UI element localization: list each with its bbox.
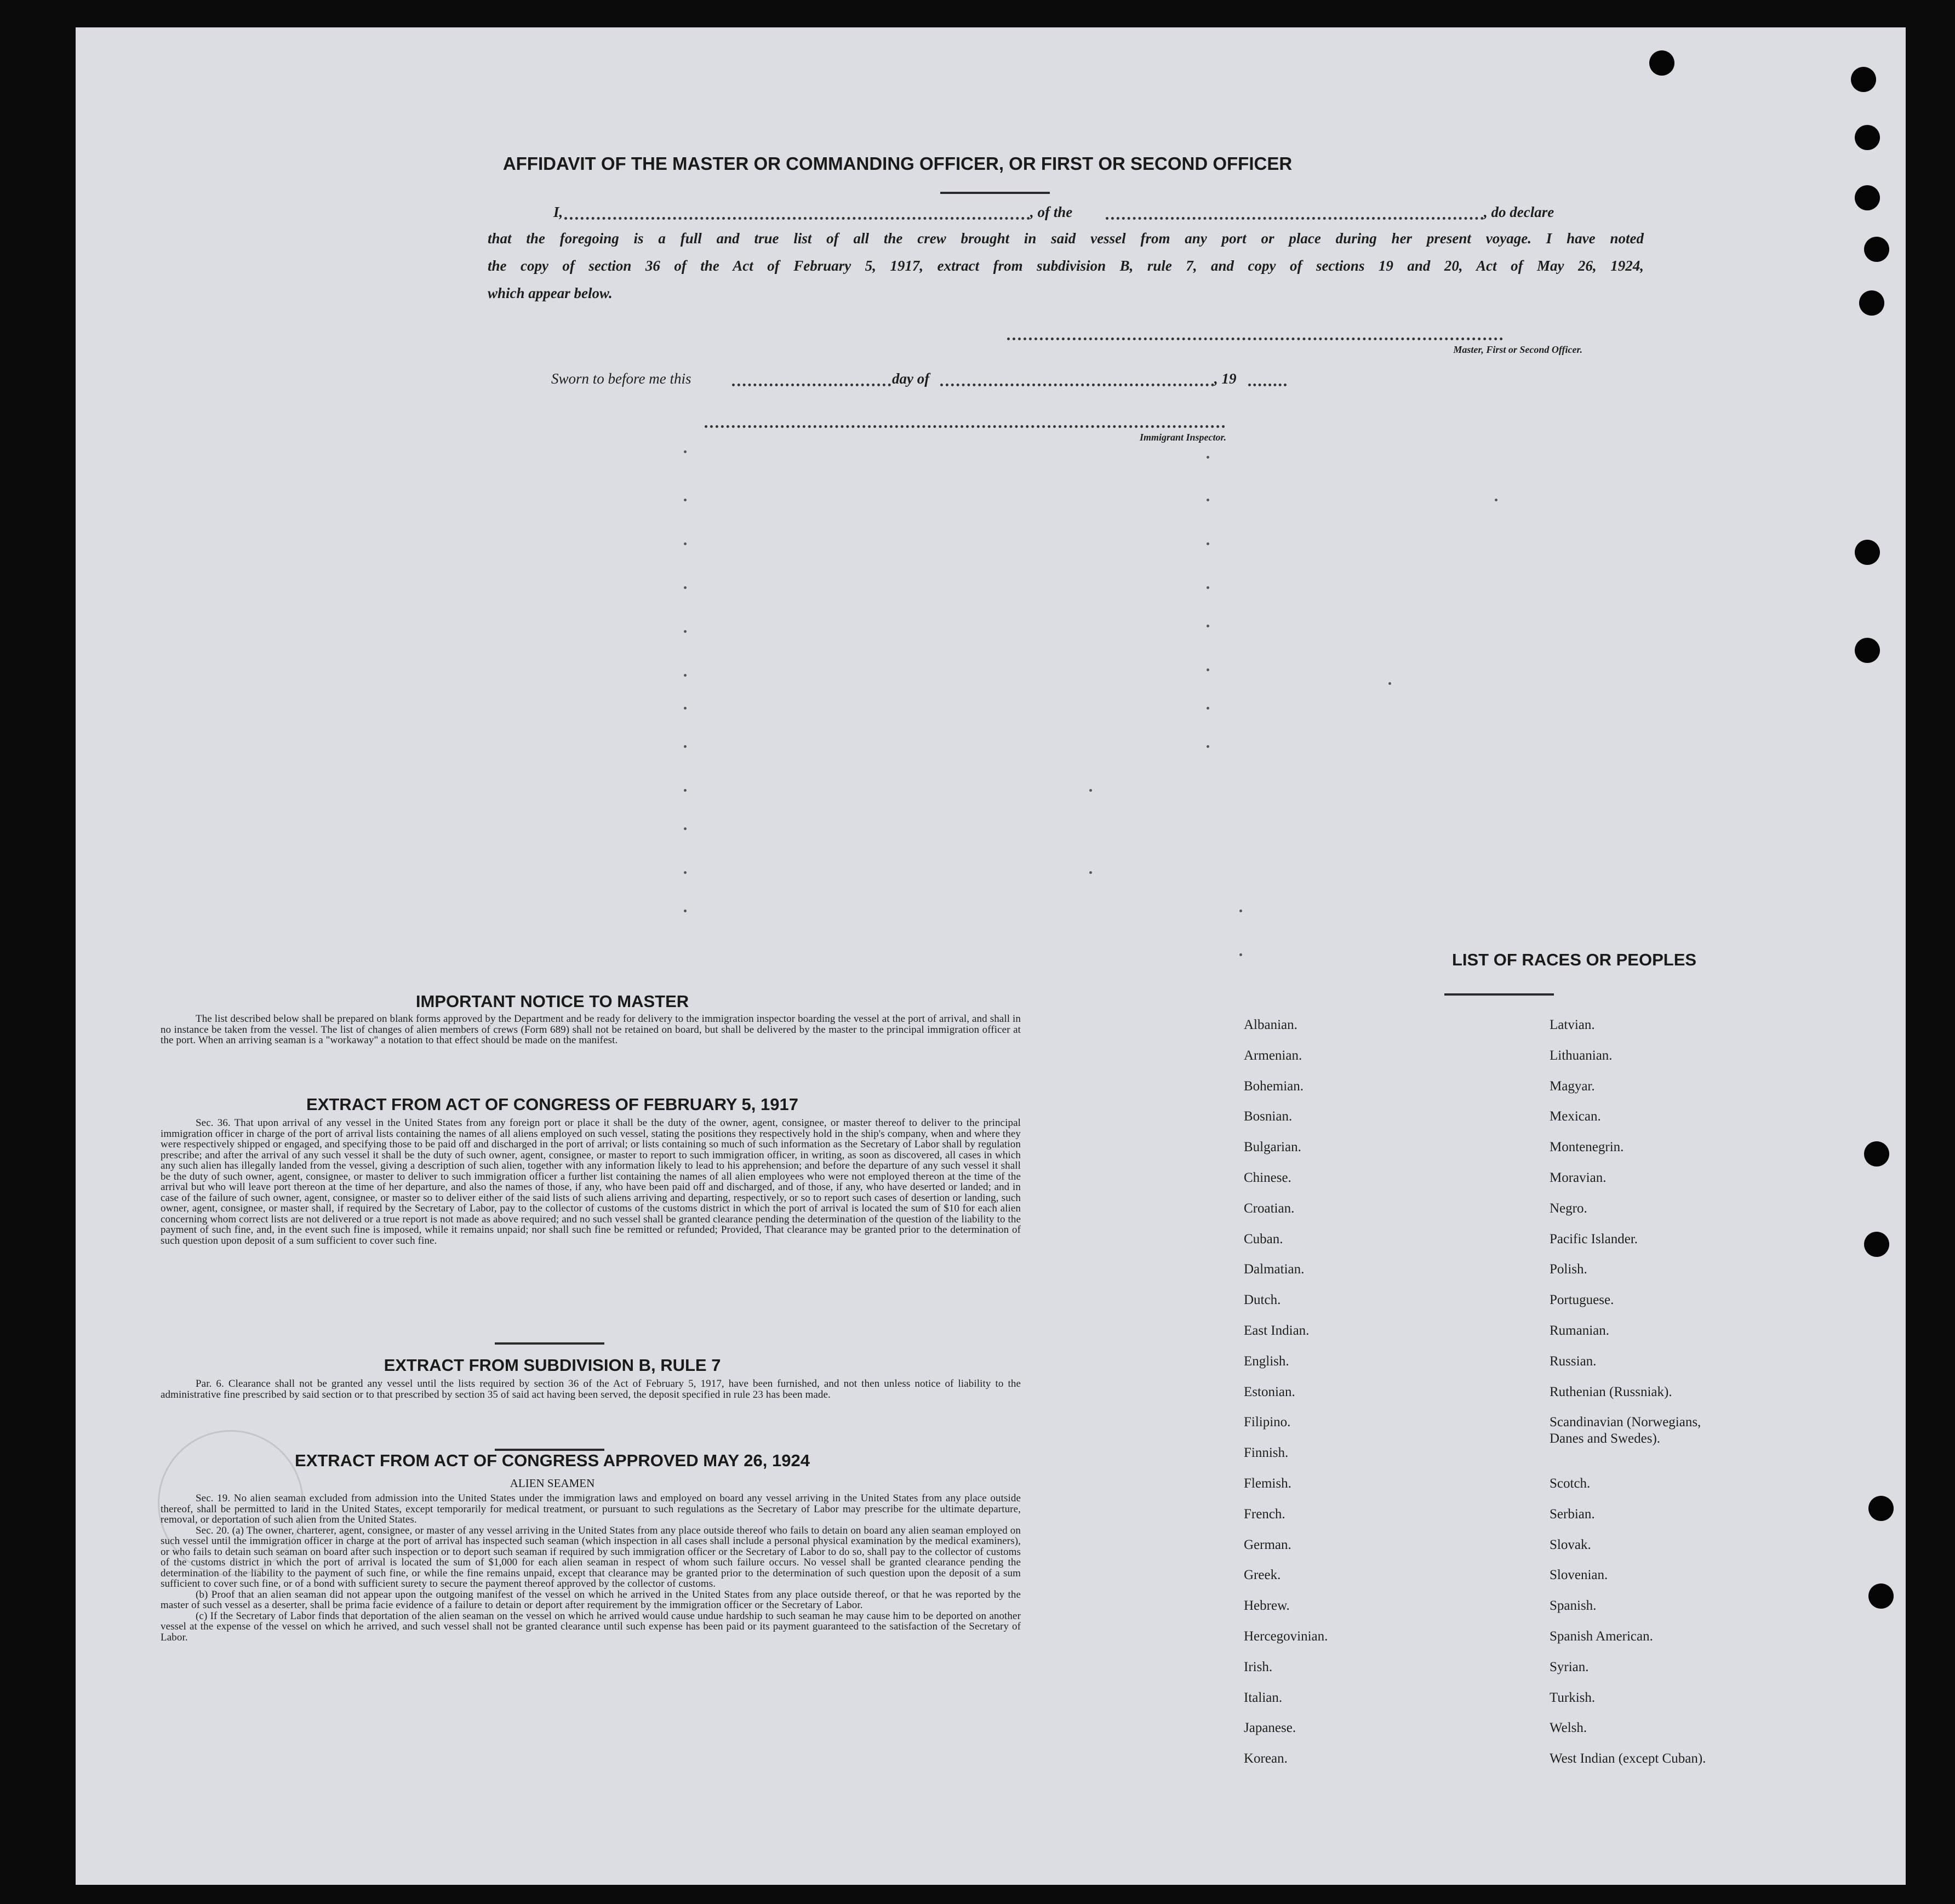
speck xyxy=(1388,682,1391,685)
race-item: Chinese. xyxy=(1244,1170,1291,1185)
sworn-label: Sworn to before me this xyxy=(551,370,691,387)
notice-title: IMPORTANT NOTICE TO MASTER xyxy=(415,992,689,1011)
notice-text: The list described below shall be prepared on blank forms approved by the Department and be ready for delivery to the immigration inspector boarding the vessel at the port of arrival, and shall in no instance be taken from the vessel. The list of changes of alien members of crews (Form 689) shall not be retained on board, but shall be delivered by the master to the principal immigration officer at the port. When an arriving seaman is a "workaway" a notation to that effect should be made on the manifest. xyxy=(161,1013,1021,1046)
race-item: Slovak. xyxy=(1550,1537,1591,1552)
race-item: Japanese. xyxy=(1244,1720,1296,1736)
affidavit-text-line-3: which appear below. xyxy=(488,285,613,301)
speck xyxy=(1089,789,1092,792)
race-item: Albanian. xyxy=(1244,1017,1297,1032)
race-item: Turkish. xyxy=(1550,1690,1596,1705)
act-1924-title: EXTRACT FROM ACT OF CONGRESS APPROVED MAY 26, 1924 xyxy=(295,1451,810,1470)
form-sheet xyxy=(76,27,1906,1885)
race-item: Cuban. xyxy=(1244,1231,1283,1247)
race-item: Portuguese. xyxy=(1550,1293,1614,1308)
speck xyxy=(1207,707,1209,710)
affidavit-title: AFFIDAVIT OF THE MASTER OR COMMANDING OFFICER, OR FIRST OR SECOND OFFICER xyxy=(502,153,1293,174)
binder-hole xyxy=(1864,1141,1889,1167)
race-item: Rumanian. xyxy=(1550,1323,1610,1338)
races-left-column xyxy=(1244,1017,1328,1781)
sec-20a-text: Sec. 20. (a) The owner, charterer, agent, consignee, or master of any vessel arriving in the United States from any place outside thereof who fails to detain on board any alien seaman employed on such vessel until the immigration officer in charge at the port of arrival has inspected such seaman (which inspection in all cases shall include a personal physical examination by the medical examiners), or who fails to detain such seaman on board after such inspection or to deport such seaman if required by such immigration officer or the Secretary of Labor to do so, shall pay to the collector of customs of the customs district in which the port of arrival is located the sum of $1,000 for each alien seaman in respect of whom such failure occurs. No vessel shall be granted clearance pending the determination of the liability to the payment of such fine, or while the fine remains unpaid, except that clearance may be granted prior to the determination of such question upon the deposit of a sum sufficient to cover such fine, or of a bond with sufficient surety to secure the payment thereof approved by the collector of customs. xyxy=(161,1524,1021,1589)
officer-name-field[interactable] xyxy=(564,217,1030,220)
binder-hole xyxy=(1868,1583,1894,1609)
binder-hole xyxy=(1851,67,1876,92)
binder-hole xyxy=(1855,638,1880,663)
speck xyxy=(1207,542,1209,545)
binder-hole xyxy=(1649,50,1674,76)
race-item: Italian. xyxy=(1244,1690,1283,1705)
race-item: Moravian. xyxy=(1550,1170,1607,1185)
race-item: Syrian. xyxy=(1550,1659,1589,1674)
binder-hole xyxy=(1864,1232,1889,1257)
race-item: Negro. xyxy=(1550,1200,1587,1216)
speck xyxy=(684,827,687,830)
race-item: Bulgarian. xyxy=(1244,1140,1301,1155)
race-item: Finnish. xyxy=(1244,1445,1289,1461)
race-item: East Indian. xyxy=(1244,1323,1310,1338)
section-divider xyxy=(495,1342,604,1345)
race-item: French. xyxy=(1244,1506,1285,1522)
race-item: Spanish American. xyxy=(1550,1628,1653,1644)
race-item: Hercegovinian. xyxy=(1244,1628,1328,1644)
speck xyxy=(1207,456,1209,459)
speck xyxy=(684,871,687,874)
speck xyxy=(684,586,687,589)
race-item: English. xyxy=(1244,1353,1289,1369)
of-the-label: , of the xyxy=(1030,204,1073,220)
title-underline xyxy=(940,192,1050,194)
master-signature-field[interactable] xyxy=(1007,338,1503,340)
speck xyxy=(1089,871,1092,874)
speck xyxy=(684,450,687,453)
sec-19-text: Sec. 19. No alien seaman excluded from admission into the United States under the immigration laws and employed on board any vessel arriving in the United States from any place outside thereof, shall be permitted to land in the United States, except temporarily for medical treatment, or pursuant to such regulations as the Secretary of Labor may prescribe for the ultimate departure, removal, or deportation of such alien from the United States. xyxy=(161,1493,1021,1525)
binder-hole xyxy=(1855,185,1880,210)
speck xyxy=(1207,625,1209,627)
race-item: Magyar. xyxy=(1550,1078,1595,1094)
race-item: Mexican. xyxy=(1550,1109,1601,1124)
vessel-name-field[interactable] xyxy=(1106,217,1484,220)
race-item: Polish. xyxy=(1550,1262,1587,1277)
act-1924-subtitle: ALIEN SEAMEN xyxy=(510,1477,595,1490)
race-item: Ruthenian (Russniak). xyxy=(1550,1384,1672,1399)
races-right-column xyxy=(1550,1017,1706,1781)
year-label: , 19 xyxy=(1214,370,1237,387)
race-item: Armenian. xyxy=(1244,1048,1302,1063)
speck xyxy=(1207,745,1209,748)
speck xyxy=(1207,499,1209,501)
faint-seal-impression xyxy=(158,1430,304,1576)
affidavit-text-line-1: that the foregoing is a full and true list of all the crew brought in said vessel from any port or place during her present voyage. I have noted xyxy=(488,230,1644,247)
race-item: Serbian. xyxy=(1550,1506,1595,1522)
race-item: Scotch. xyxy=(1550,1476,1591,1491)
binder-hole xyxy=(1859,290,1884,316)
race-item: West Indian (except Cuban). xyxy=(1550,1751,1706,1766)
i-label: I, xyxy=(553,204,563,220)
race-item: Dutch. xyxy=(1244,1293,1281,1308)
rule-7-title: EXTRACT FROM SUBDIVISION B, RULE 7 xyxy=(384,1356,721,1375)
binder-hole xyxy=(1855,125,1880,150)
inspector-signature-caption: Immigrant Inspector. xyxy=(1139,432,1226,443)
sworn-month-field[interactable] xyxy=(940,384,1214,386)
speck xyxy=(684,789,687,792)
speck xyxy=(1239,910,1242,912)
speck xyxy=(1495,499,1497,501)
race-item: Korean. xyxy=(1244,1751,1288,1766)
race-item: Scandinavian (Norwegians, Danes and Swedes). xyxy=(1550,1415,1701,1446)
speck xyxy=(684,674,687,677)
race-item: Spanish. xyxy=(1550,1598,1597,1614)
race-item: Bosnian. xyxy=(1244,1109,1293,1124)
day-of-label: day of xyxy=(892,370,930,387)
race-item: Welsh. xyxy=(1550,1720,1587,1736)
binder-hole xyxy=(1855,540,1880,565)
act-1917-title: EXTRACT FROM ACT OF CONGRESS OF FEBRUARY 5, 1917 xyxy=(306,1095,798,1114)
race-item: Dalmatian. xyxy=(1244,1262,1305,1277)
races-title-underline xyxy=(1444,993,1554,996)
binder-hole xyxy=(1864,237,1889,262)
affidavit-text-line-2: the copy of section 36 of the Act of February 5, 1917, extract from subdivision B, rule 7, and copy of sections 19 and 20, Act of May 26, 1924, xyxy=(488,258,1644,274)
race-item: Filipino. xyxy=(1244,1415,1291,1430)
race-item: Irish. xyxy=(1244,1659,1273,1674)
speck xyxy=(684,499,687,501)
speck xyxy=(1239,953,1242,956)
sec-20b-text: (b) Proof that an alien seaman did not appear upon the outgoing manifest of the vessel on which he arrived in the United States from any place outside thereof, or that he was reported by the master of such vessel as a deserter, shall be prima facie evidence of a failure to detain or deport after requirement by the immigration officer or the Secretary of Labor. xyxy=(161,1588,1021,1611)
inspector-signature-field[interactable] xyxy=(705,425,1225,428)
speck xyxy=(1207,586,1209,589)
race-item: Flemish. xyxy=(1244,1476,1291,1491)
races-title: LIST OF RACES OR PEOPLES xyxy=(1451,950,1697,969)
sec-20c-text: (c) If the Secretary of Labor finds that deportation of the alien seaman on the vessel on which he arrived would cause undue hardship to such seaman he may cause him to be deported on another vessel at the expense of the vessel on which he arrived, and such vessel shall not be granted clearance until such expense has been paid or its payment guaranteed to the satisfaction of the Secretary of Labor. xyxy=(161,1610,1021,1643)
race-item: Pacific Islander. xyxy=(1550,1231,1638,1247)
sworn-year-field[interactable] xyxy=(1248,384,1287,386)
race-item: Bohemian. xyxy=(1244,1078,1304,1094)
race-item: Greek. xyxy=(1244,1568,1281,1583)
speck xyxy=(684,745,687,748)
speck xyxy=(684,910,687,912)
master-signature-caption: Master, First or Second Officer. xyxy=(1453,344,1582,355)
speck xyxy=(1207,668,1209,671)
race-item: Montenegrin. xyxy=(1550,1140,1624,1155)
rule-7-text: Par. 6. Clearance shall not be granted any vessel until the lists required by section 36 of the Act of February 5, 1917, have been furnished, and not then unless notice of liability to the administrative fine prescribed by said section or to that prescribed by section 35 of said act having been served, the deposit specified in rule 23 has been made. xyxy=(161,1378,1021,1400)
speck xyxy=(684,707,687,710)
race-item: Croatian. xyxy=(1244,1200,1295,1216)
binder-hole xyxy=(1868,1496,1894,1521)
race-item: Slovenian. xyxy=(1550,1568,1608,1583)
race-item: German. xyxy=(1244,1537,1291,1552)
speck xyxy=(684,542,687,545)
race-item: Latvian. xyxy=(1550,1017,1595,1032)
sworn-day-field[interactable] xyxy=(732,384,891,386)
race-item: Lithuanian. xyxy=(1550,1048,1613,1063)
do-declare-label: , do declare xyxy=(1484,204,1554,220)
race-item: Estonian. xyxy=(1244,1384,1295,1399)
speck xyxy=(684,630,687,633)
race-item: Hebrew. xyxy=(1244,1598,1290,1614)
act-1917-text: Sec. 36. That upon arrival of any vessel in the United States from any foreign port or place it shall be the duty of the owner, agent, consignee, or master thereof to deliver to the principal immigration officer in charge of the port of arrival lists containing the names of all aliens employed on such vessel, stating the positions they respectively hold in the ship's company, when and where they were respectively shipped or engaged, and specifying those to be paid off and discharged in the port of arrival; or lists containing so much of such information as the Secretary of Labor shall by regulation prescribe; and after the arrival of any such vessel it shall be the duty of such owner, agent, consignee, or master to report to such immigration officer, in writing, as soon as discovered, all cases in which any such alien has illegally landed from the vessel, giving a description of such alien, together with any information likely to lead to his apprehension; and before the departure of any such vessel it shall be the duty of such owner, agent, consignee, or master to deliver to such immigration officer a further list containing the names of all alien employees who were not employed thereon at the time of the arrival but who will leave port thereon at the time of her departure, and also the names of those, if any, who have been paid off and discharged, and of those, if any, who have deserted or landed; and in case of the failure of such owner, agent, consignee, or master so to deliver either of the said lists of such aliens arriving and departing, respectively, or so to report such cases of desertion or landing, such owner, agent, consignee, or master shall, if required by the Secretary of Labor, pay to the collector of customs of the customs district in which the port of arrival is located the sum of $10 for each alien concerning whom correct lists are not delivered or a true report is not made as above required; and no such vessel shall be granted clearance pending the determination of the question of the liability to the payment of such fine, and, in the event such fine is imposed, while it remains unpaid; nor shall such fine be remitted or refunded; Provided, That clearance may be granted prior to the determination of such question upon deposit of a sum sufficient to cover such fine. xyxy=(161,1117,1021,1247)
race-item: Russian. xyxy=(1550,1353,1597,1369)
